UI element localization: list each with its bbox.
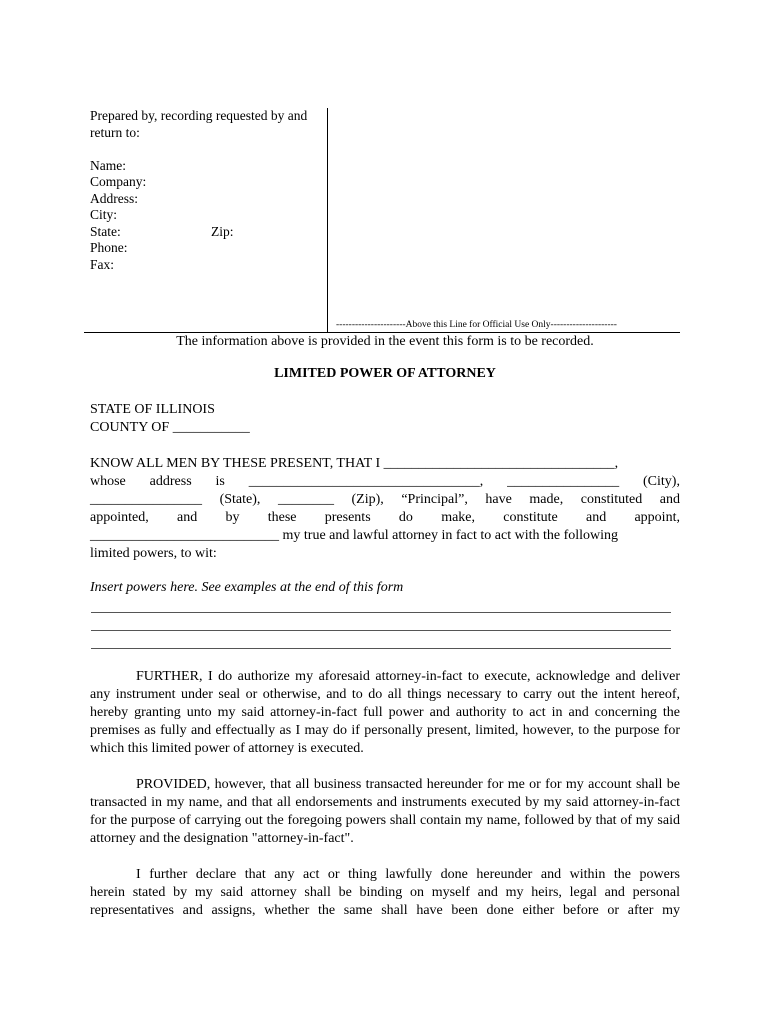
word: presents (324, 510, 371, 525)
word: and (585, 510, 607, 525)
word: appointed, (90, 510, 149, 525)
know-line-1: KNOW ALL MEN BY THESE PRESENT, THAT I _________________________________, (90, 456, 619, 471)
state-blank: ________________ (90, 492, 202, 507)
provided-paragraph: PROVIDED, however, that all business transacted hereunder for me or for my account shall be transacted in my name, and that all endorsements and instruments executed by my said attorney-in-fact for the purpose of carrying out the foregoing powers shall contain my name, followed by that of my said attorney and the designation "attorney-in-fact". (90, 777, 680, 846)
word: (State), (219, 492, 261, 507)
word: these (267, 510, 297, 525)
know-line-2 (90, 473, 680, 491)
company-label: Company: (90, 174, 147, 189)
word: constitute (503, 510, 558, 525)
state-line: STATE OF ILLINOIS (90, 402, 215, 417)
declare-paragraph (90, 866, 680, 920)
word: and (659, 492, 680, 507)
zip-label: Zip: (211, 223, 234, 239)
word: appoint, (634, 510, 680, 525)
word: (City), (643, 474, 680, 489)
recording-divider (327, 108, 328, 332)
know-all-men-paragraph (90, 455, 680, 563)
prepared-by-line: Prepared by, recording requested by and (90, 108, 308, 123)
state-label: State: (90, 223, 121, 239)
word: address (149, 474, 192, 489)
word: (Zip), (351, 492, 384, 507)
venue-block (90, 401, 250, 437)
insert-powers-instruction: Insert powers here. See examples at the end of this form (90, 580, 404, 595)
know-line-6: limited powers, to wit: (90, 546, 217, 561)
name-label: Name: (90, 157, 126, 173)
word: and (176, 510, 198, 525)
declare-line-1: I further declare that any act or thing lawfully done hereunder and within the powers (136, 867, 680, 882)
recording-note: The information above is provided in the event this form is to be recorded. (176, 334, 594, 349)
know-line-5: ___________________________ my true and lawful attorney in fact to act with the following (90, 528, 619, 543)
phone-label: Phone: (90, 240, 128, 255)
word: “Principal”, (401, 492, 468, 507)
address-label: Address: (90, 190, 138, 206)
declare-line-3: representatives and assigns, whether the same shall have been done either before or after my (90, 903, 680, 918)
know-line-4 (90, 509, 680, 527)
word: is (215, 474, 225, 489)
word: make, (441, 510, 476, 525)
powers-blank-line-1 (91, 612, 671, 613)
word: by (225, 510, 240, 525)
know-line-3 (90, 491, 680, 509)
recording-baseline (84, 332, 680, 333)
county-line: COUNTY OF ___________ (90, 420, 250, 435)
recording-info-block (90, 108, 325, 273)
further-paragraph: FURTHER, I do authorize my aforesaid attorney-in-fact to execute, acknowledge and deliver any instrument under seal or otherwise, and to do all things necessary to carry out the intent hereof, hereby granting unto my said attorney-in-fact full power and authority to act in and concerning the premises as fully and effectually as I may do if personally present, limited, however, to the purpose for which this limited power of attorney is executed. (90, 669, 680, 756)
address-blank: _________________________________, (248, 474, 484, 489)
city-blank: ________________ (507, 474, 620, 489)
word: whose (90, 474, 126, 489)
word: made, (529, 492, 564, 507)
official-use-line: ----------------------Above this Line for Official Use Only--------------------- (336, 320, 617, 330)
state-zip-row (90, 224, 325, 241)
return-to-line: return to: (90, 124, 140, 140)
word: constituted (580, 492, 643, 507)
city-label: City: (90, 207, 118, 222)
word: do (398, 510, 413, 525)
word: have (485, 492, 512, 507)
declare-line-2: herein stated by my said attorney shall be binding on myself and my heirs, legal and personal (90, 885, 680, 900)
document-title: LIMITED POWER OF ATTORNEY (274, 366, 496, 381)
zip-blank: ________ (277, 492, 334, 507)
powers-blank-line-2 (91, 630, 671, 631)
powers-blank-line-3 (91, 648, 671, 649)
fax-label: Fax: (90, 256, 115, 272)
